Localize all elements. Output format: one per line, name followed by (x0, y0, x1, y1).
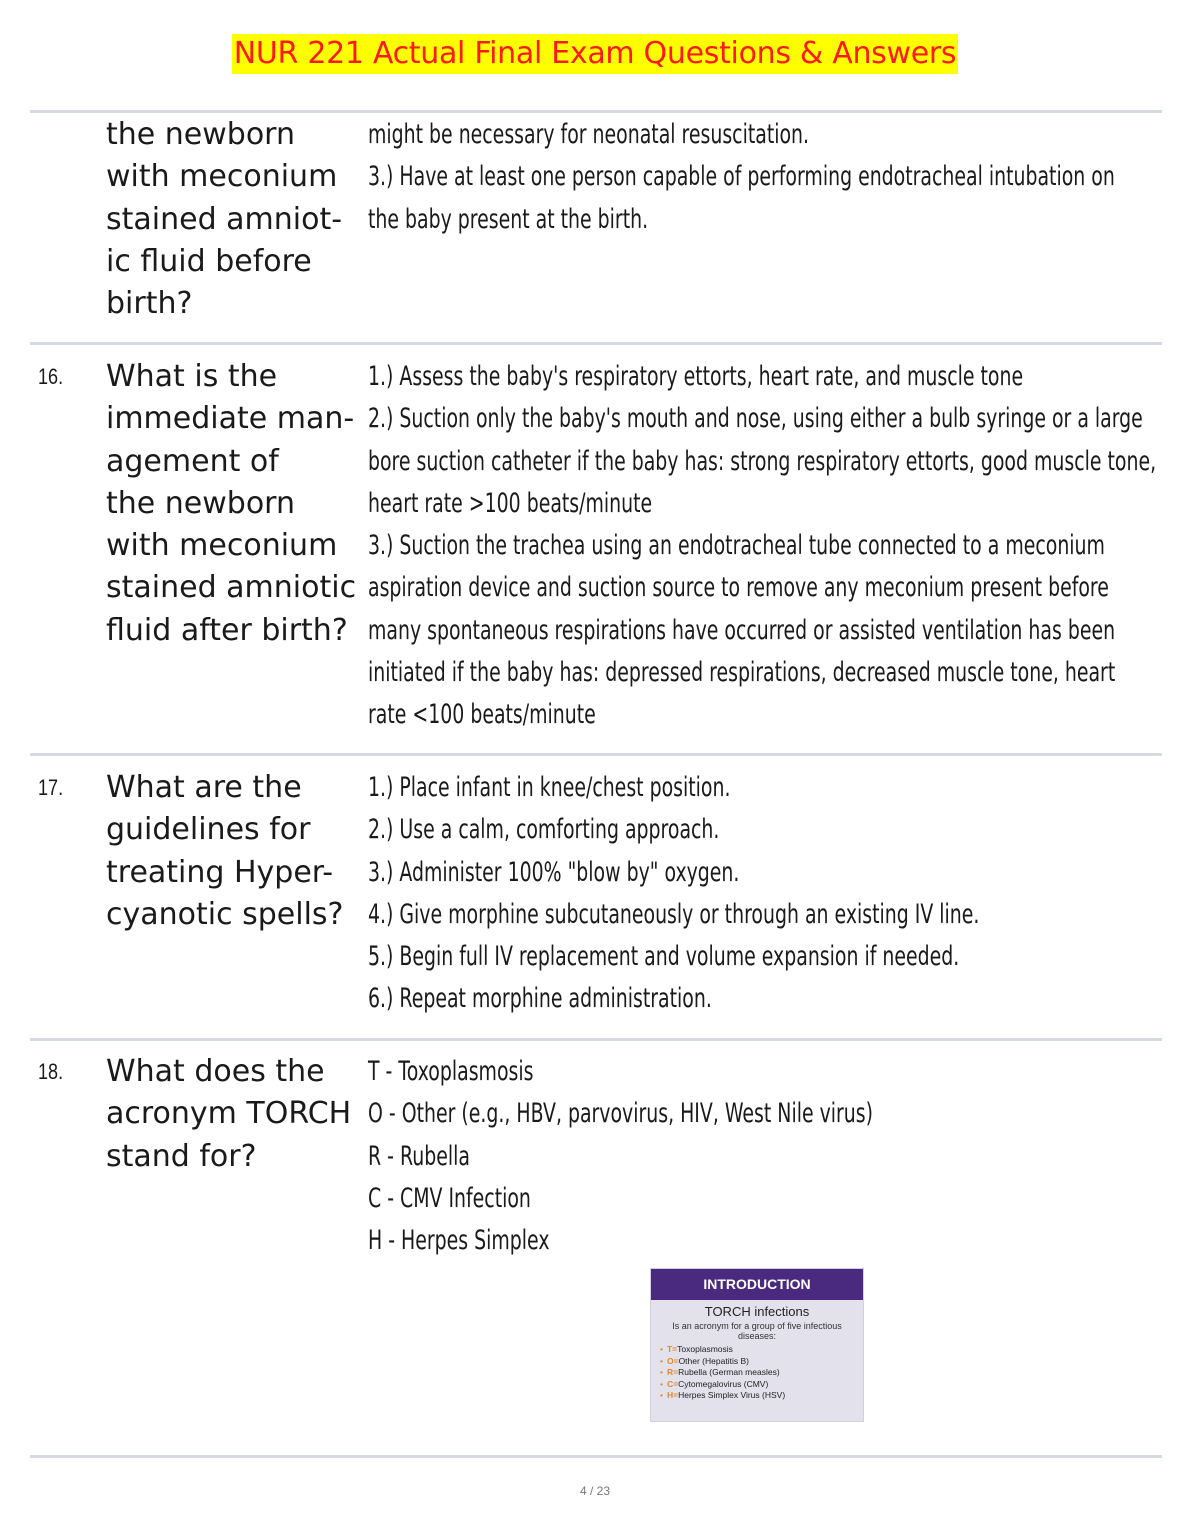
answer-line: 2.) Use a calm, comforting approach. (368, 814, 720, 846)
slide-list-item (660, 1390, 863, 1402)
answer-line: 1.) Place infant in knee/chest position. (368, 772, 731, 803)
answer-line: R - Rubella (368, 1140, 470, 1172)
question-line: What does the (106, 1054, 325, 1089)
row-divider (30, 110, 1162, 113)
question-text (106, 1051, 356, 1178)
answer-line: H - Herpes Simplex (368, 1225, 550, 1257)
question-line: stand for? (106, 1138, 257, 1174)
answer-line: 5.) Begin full IV replacement and volume expansion if needed. (368, 941, 960, 973)
slide-title: TORCH infections (704, 1304, 810, 1319)
answer-line: T - Toxoplasmosis (368, 1056, 534, 1087)
document-title: NUR 221 Actual Final Exam Questions & Answers (232, 34, 959, 74)
question-line: agement of (106, 443, 279, 479)
question-line: What are the (106, 770, 302, 805)
answer-line: rate <100 beats/minute (368, 699, 596, 731)
page-indicator: 4 / 23 (579, 1484, 611, 1498)
question-line: fluid after birth? (106, 612, 348, 648)
answer-line: aspiration device and suction source to remove any meconium present before (368, 572, 1109, 604)
question-line: immediate man- (106, 401, 355, 437)
question-line: cyanotic spells? (106, 896, 344, 932)
question-line: What is the (106, 359, 278, 394)
answer-line: heart rate >100 beats/minute (368, 487, 653, 519)
answer-line: many spontaneous respirations have occurred or assisted ventilation has been (368, 614, 1116, 646)
slide-item-letter: O= (666, 1355, 679, 1366)
slide-item-letter: R= (666, 1367, 679, 1377)
answer-line: 3.) Administer 100% "blow by" oxygen. (368, 856, 740, 888)
answer-line: 4.) Give morphine subcutaneously or through an existing IV line. (368, 898, 980, 930)
slide-list-item (660, 1379, 863, 1391)
question-line: the newborn (106, 117, 295, 152)
slide-heading: INTRODUCTION (651, 1269, 863, 1300)
answer-line: bore suction catheter if the baby has: strong respiratory ettorts, good muscle tone, (368, 445, 1157, 477)
question-line: treating Hyper- (106, 854, 334, 890)
question-line: the newborn (106, 485, 295, 521)
answer-line: 6.) Repeat morphine administration. (368, 983, 712, 1015)
answer-line: 3.) Suction the trachea using an endotracheal tube connected to a meconium (368, 530, 1105, 562)
answer-text (368, 114, 1143, 241)
slide-subtitle: Is an acronym for a group of five infectious diseases: (672, 1321, 842, 1341)
question-line: birth? (106, 286, 193, 322)
answer-line: 3.) Have at least one person capable of performing endotracheal intubation on (368, 161, 1115, 193)
question-line: stained amniot- (106, 201, 343, 237)
row-divider (30, 753, 1162, 756)
answer-line: initiated if the baby has: depressed respirations, decreased muscle tone, heart (368, 657, 1116, 689)
torch-intro-slide-image (650, 1268, 864, 1422)
question-line: stained amniotic (106, 570, 357, 606)
answer-line: 2.) Suction only the baby's mouth and nose, using either a bulb syringe or a large (368, 403, 1143, 435)
slide-item-letter: C= (666, 1378, 679, 1389)
row-divider (30, 342, 1162, 345)
slide-item-letter: H= (666, 1390, 679, 1400)
slide-item-letter: T= (666, 1344, 678, 1354)
answer-text (368, 1051, 1143, 1262)
slide-item-text: Rubella (German measles) (678, 1367, 780, 1377)
slide-item-text: Herpes Simplex Virus (HSV) (678, 1390, 786, 1400)
question-line: acronym TORCH (106, 1096, 352, 1132)
slide-item-text: Toxoplasmosis (677, 1344, 733, 1354)
question-text (106, 114, 356, 325)
slide-item-text: Other (Hepatitis B) (678, 1355, 749, 1366)
answer-line: the baby present at the birth. (368, 203, 649, 235)
question-number: 16. (38, 364, 64, 389)
question-number: 17. (38, 775, 64, 800)
slide-list-item (660, 1367, 863, 1379)
slide-list-item (660, 1356, 863, 1368)
answer-text (368, 767, 1143, 1021)
answer-line: 1.) Assess the baby's respiratory ettorts, heart rate, and muscle tone (368, 361, 1024, 392)
question-number: 18. (38, 1059, 64, 1084)
answer-line: O - Other (e.g., HBV, parvovirus, HIV, West Nile virus) (368, 1098, 873, 1130)
answer-text (368, 356, 1157, 737)
question-line: with meconium (106, 159, 338, 195)
slide-item-text: Cytomegalovirus (CMV) (678, 1378, 769, 1389)
slide-list (660, 1344, 863, 1402)
row-divider (30, 1038, 1162, 1041)
question-text (106, 356, 356, 652)
row-divider (30, 1455, 1162, 1458)
slide-list-item (660, 1344, 863, 1356)
question-text (106, 767, 356, 936)
page-header (0, 34, 1190, 74)
answer-line: C - CMV Infection (368, 1182, 531, 1214)
question-line: guidelines for (106, 812, 311, 848)
question-line: with meconium (106, 528, 338, 564)
question-line: ic fluid before (106, 243, 312, 279)
answer-line: might be necessary for neonatal resuscitation. (368, 119, 810, 150)
